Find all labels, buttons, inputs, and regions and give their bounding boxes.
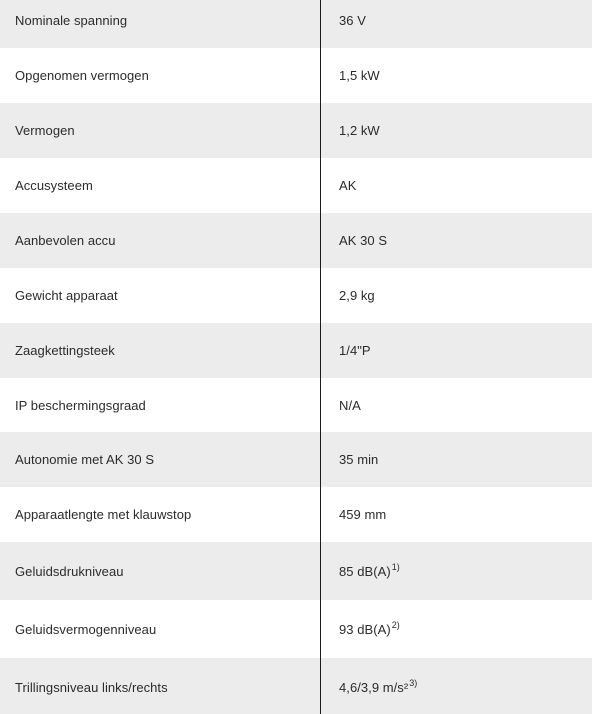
spec-value-text: 1,2 kW xyxy=(339,123,380,138)
spec-value xyxy=(320,343,592,358)
spec-value-text: 1/4"P xyxy=(339,343,371,358)
table-row xyxy=(0,432,592,487)
footnote-marker: 3) xyxy=(409,677,418,688)
spec-label: Apparaatlengte met klauwstop xyxy=(15,507,192,522)
table-row xyxy=(0,48,592,103)
spec-value xyxy=(320,452,592,467)
spec-label: Nominale spanning xyxy=(15,12,128,28)
spec-value-text: 93 dB(A) xyxy=(339,621,391,637)
table-row xyxy=(0,542,592,600)
table-row xyxy=(0,323,592,378)
footnote-marker: 1) xyxy=(391,561,400,572)
spec-value xyxy=(320,68,592,83)
footnote-marker: 2) xyxy=(391,619,400,630)
spec-value xyxy=(320,677,592,695)
spec-label: Opgenomen vermogen xyxy=(15,68,149,83)
table-row xyxy=(0,213,592,268)
spec-label: Zaagkettingsteek xyxy=(15,343,115,358)
spec-value xyxy=(320,619,592,637)
spec-value-text: 36 V xyxy=(339,12,366,28)
spec-value-text: 459 mm xyxy=(339,507,387,522)
table-row xyxy=(0,600,592,658)
spec-value-text: AK 30 S xyxy=(339,233,388,248)
spec-value-text: 4,6/3,9 m/s² xyxy=(339,679,409,695)
spec-label: Trillingsniveau links/rechts xyxy=(15,679,168,695)
spec-value xyxy=(320,561,592,579)
spec-value-text: 85 dB(A) xyxy=(339,563,391,579)
spec-label: Autonomie met AK 30 S xyxy=(15,452,155,467)
table-row xyxy=(0,378,592,432)
spec-value-text: 35 min xyxy=(339,452,379,467)
spec-value-text: AK xyxy=(339,178,357,193)
spec-label: Geluidsvermogenniveau xyxy=(15,621,157,637)
spec-value-text: N/A xyxy=(339,397,361,413)
spec-value xyxy=(320,288,592,303)
spec-value-text: 1,5 kW xyxy=(339,68,380,83)
spec-label: IP beschermingsgraad xyxy=(15,397,146,413)
spec-value xyxy=(320,13,592,28)
spec-value xyxy=(320,123,592,138)
spec-label: Geluidsdrukniveau xyxy=(15,563,124,579)
spec-value xyxy=(320,178,592,193)
table-row xyxy=(0,487,592,542)
spec-value xyxy=(320,507,592,522)
spec-label: Accusysteem xyxy=(15,178,93,193)
spec-value-text: 2,9 kg xyxy=(339,288,375,303)
table-row xyxy=(0,658,592,714)
table-row xyxy=(0,268,592,323)
column-divider xyxy=(320,0,321,714)
spec-value xyxy=(320,233,592,248)
spec-value xyxy=(320,398,592,413)
table-row xyxy=(0,0,592,48)
table-row xyxy=(0,103,592,158)
table-row xyxy=(0,158,592,213)
spec-label: Aanbevolen accu xyxy=(15,233,116,248)
spec-label: Vermogen xyxy=(15,123,75,138)
spec-label: Gewicht apparaat xyxy=(15,288,118,303)
